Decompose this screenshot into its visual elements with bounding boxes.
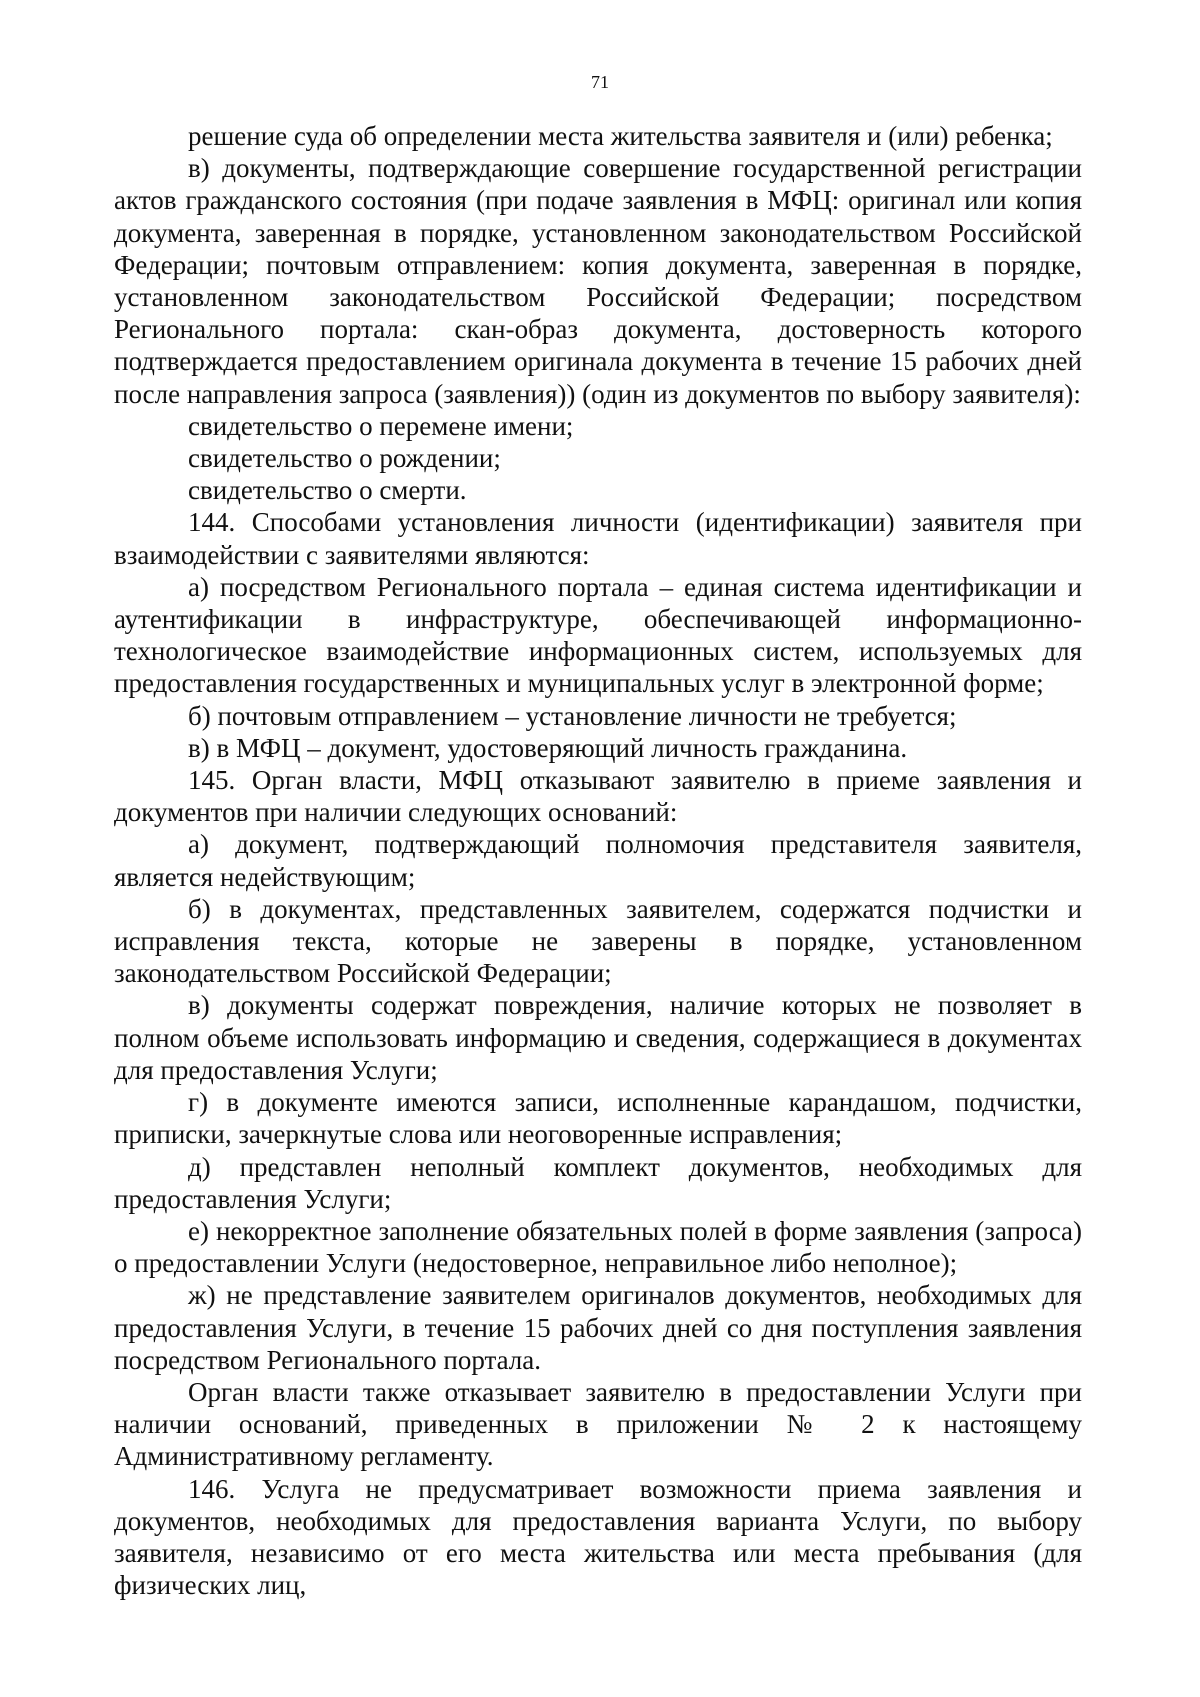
- paragraph-name-change-certificate: свидетельство о перемене имени;: [188, 410, 574, 441]
- paragraph-authority-refusal: Орган власти также отказывает заявителю в предоставлении Услуги при наличии оснований, приведенных в приложении № 2 к настоящему Административному регламенту.: [114, 1376, 1082, 1472]
- paragraph-birth-certificate: свидетельство о рождении;: [188, 443, 501, 474]
- paragraph-145g-originals-not-provided: ж) не представление заявителем оригиналов документов, необходимых для предоставления Услуги, в течение 15 рабочих дней со дня поступления заявления посредством Регионального портала.: [114, 1280, 1082, 1375]
- paragraph-144a-regional-portal: а) посредством Регионального портала – единая система идентификации и аутентификации в инфраструктуре, обеспечивающей информационно-технологическое взаимодействие информационных систем, используемых для предоставления государственных и муниципальных услуг в электронной форме;: [114, 571, 1082, 699]
- paragraph-146-no-extraterritorial: 146. Услуга не предусматривает возможности приема заявления и документов, необходимых для предоставления варианта Услуги, по выбору заявителя, независимо от его места жительства или места пребывания (для физических лиц,: [114, 1473, 1082, 1601]
- paragraph-145-refusal-grounds: 145. Орган власти, МФЦ отказывают заявителю в приеме заявления и документов при наличии следующих оснований:: [114, 765, 1082, 828]
- paragraph-145f-incorrect-fields: е) некорректное заполнение обязательных полей в форме заявления (запроса) о предоставлении Услуги (недостоверное, неправильное либо неполное);: [114, 1215, 1082, 1279]
- paragraph-death-certificate: свидетельство о смерти.: [188, 475, 467, 506]
- paragraph-145b-erasures: б) в документах, представленных заявителем, содержатся подчистки и исправления текста, которые не заверены в порядке, установленном законодательством Российской Федерации;: [114, 893, 1082, 989]
- paragraph-court-decision: решение суда об определении места жительства заявителя и (или) ребенка;: [188, 121, 1053, 151]
- paragraph-144-identification: 144. Способами установления личности (идентификации) заявителя при взаимодействии с заявителями являются:: [114, 507, 1082, 570]
- paragraph-civil-status-documents: в) документы, подтверждающие совершение государственной регистрации актов гражданского состояния (при подаче заявления в МФЦ: оригинал или копия документа, заверенная в порядке, установленном законодательством Российской Федерации; почтовым отправлением: копия документа, заверенная в порядке, установленном законодательством Российской Федерации; посредством Регионального портала: скан-образ документа, достоверность которого подтверждается предоставлением оригинала документа в течение 15 рабочих дней после направления запроса (заявления)) (один из документов по выбору заявителя):: [114, 153, 1082, 409]
- page-number: 71: [591, 72, 609, 92]
- paragraph-145a-invalid-authority: а) документ, подтверждающий полномочия представителя заявителя, является недействующим;: [114, 829, 1082, 892]
- paragraph-144c-mfc: в) в МФЦ – документ, удостоверяющий личность гражданина.: [188, 732, 908, 763]
- paragraph-145e-incomplete-set: д) представлен неполный комплект документов, необходимых для предоставления Услуги;: [114, 1151, 1082, 1214]
- paragraph-144b-postal: б) почтовым отправлением – установление личности не требуется;: [188, 700, 957, 731]
- document-body: [114, 120, 1082, 1601]
- paragraph-145c-damage: в) документы содержат повреждения, наличие которых не позволяет в полном объеме использовать информацию и сведения, содержащиеся в документах для предоставления Услуги;: [114, 990, 1082, 1085]
- paragraph-145d-pencil-records: г) в документе имеются записи, исполненные карандашом, подчистки, приписки, зачеркнутые слова или неоговоренные исправления;: [114, 1087, 1082, 1150]
